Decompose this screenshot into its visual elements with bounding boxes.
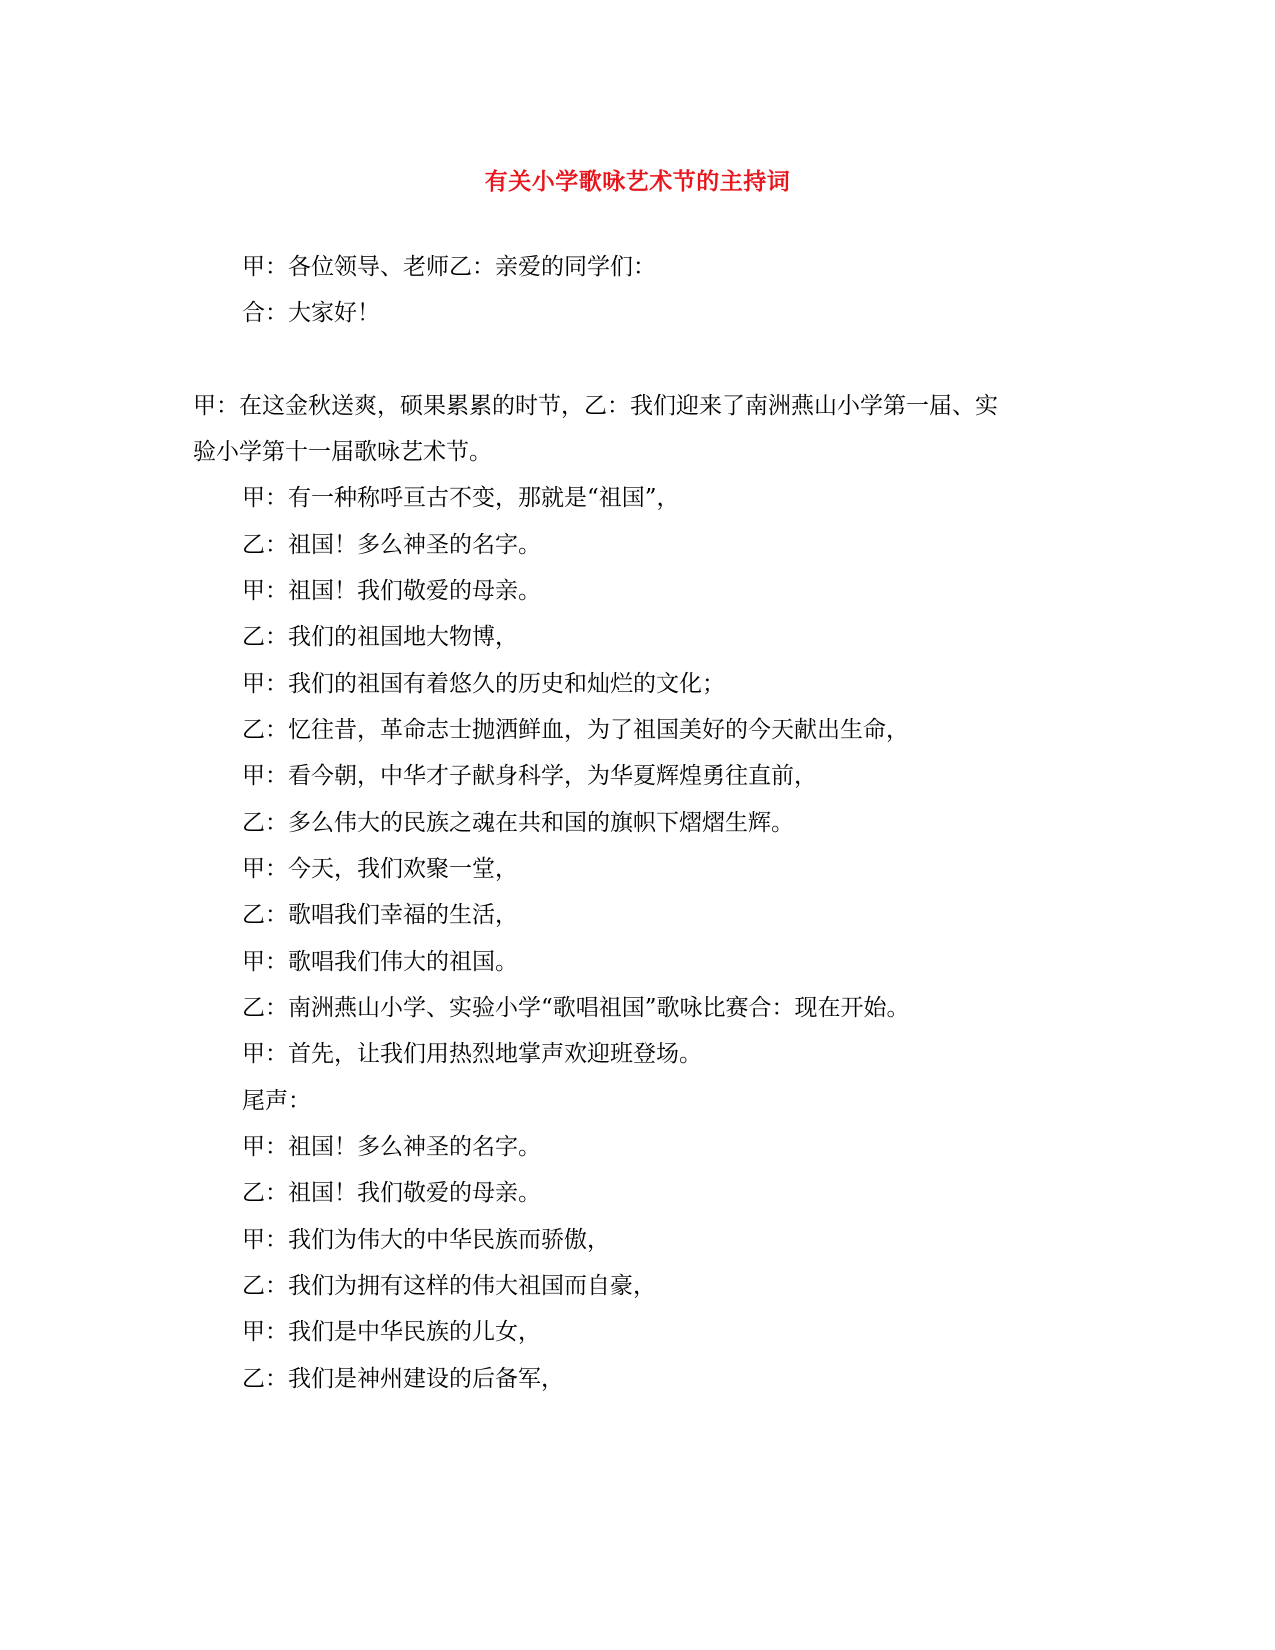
- text-line: 甲：歌唱我们伟大的祖国。: [242, 949, 518, 975]
- document-title: 有关小学歌咏艺术节的主持词: [484, 168, 791, 195]
- text-line: 验小学第十一届歌咏艺术节。: [193, 439, 492, 465]
- text-line: 乙：我们是神州建设的后备军，: [242, 1366, 564, 1392]
- text-line: 合：大家好！: [242, 300, 380, 326]
- text-line: 乙：我们的祖国地大物博，: [242, 624, 518, 650]
- text-line: 甲：我们是中华民族的儿女，: [242, 1319, 541, 1345]
- text-line: 乙：祖国！多么神圣的名字。: [242, 532, 541, 558]
- text-line: 乙：我们为拥有这样的伟大祖国而自豪，: [242, 1273, 656, 1299]
- text-line: 甲：祖国！我们敬爱的母亲。: [242, 578, 541, 604]
- text-line: 甲：我们的祖国有着悠久的历史和灿烂的文化；: [242, 671, 725, 697]
- text-line: 甲：我们为伟大的中华民族而骄傲，: [242, 1227, 610, 1253]
- text-line: 甲：首先，让我们用热烈地掌声欢迎班登场。: [242, 1041, 702, 1067]
- text-line: 乙：歌唱我们幸福的生活，: [242, 902, 518, 928]
- text-line: 甲：各位领导、老师乙：亲爱的同学们：: [242, 254, 656, 280]
- text-line: 甲：在这金秋送爽，硕果累累的时节，乙：我们迎来了南洲燕山小学第一届、实: [193, 393, 998, 419]
- text-line: 乙：南洲燕山小学、实验小学“歌唱祖国”歌咏比赛合：现在开始。: [242, 995, 910, 1021]
- text-line: 甲：今天，我们欢聚一堂，: [242, 856, 518, 882]
- text-line: 乙：祖国！我们敬爱的母亲。: [242, 1180, 541, 1206]
- text-line: 甲：看今朝，中华才子献身科学，为华夏辉煌勇往直前，: [242, 763, 817, 789]
- text-line: 甲：祖国！多么神圣的名字。: [242, 1134, 541, 1160]
- text-line: 乙：忆往昔，革命志士抛洒鲜血，为了祖国美好的今天献出生命，: [242, 717, 909, 743]
- text-line: 甲：有一种称呼亘古不变，那就是“祖国”，: [242, 485, 680, 511]
- section-heading: 尾声：: [242, 1088, 311, 1114]
- text-line: 乙：多么伟大的民族之魂在共和国的旗帜下熠熠生辉。: [242, 810, 794, 836]
